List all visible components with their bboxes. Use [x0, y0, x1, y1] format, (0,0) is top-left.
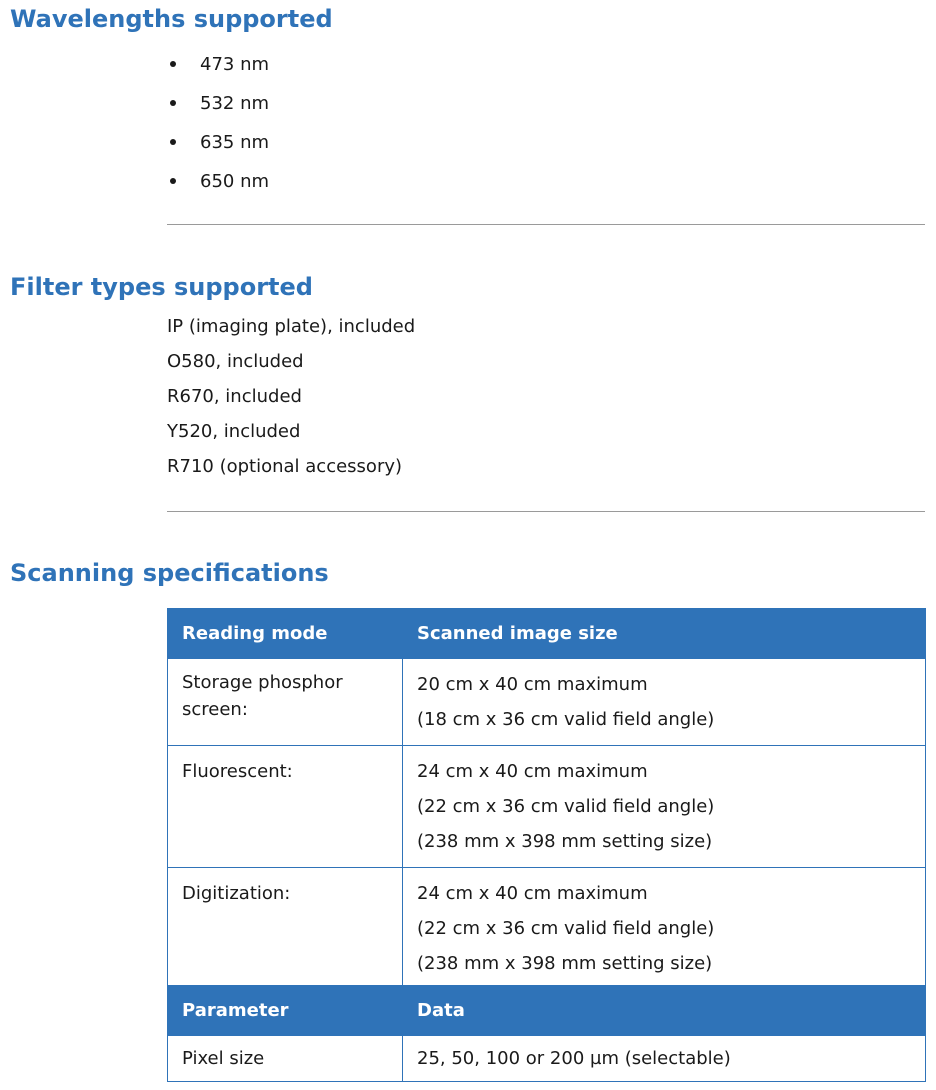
- image-size-line: (238 mm x 398 mm setting size): [417, 831, 713, 852]
- image-size-cell: [403, 868, 926, 990]
- scanning-heading: Scanning specifications: [10, 559, 329, 587]
- reading-mode-cell: [168, 746, 403, 868]
- filters-heading: Filter types supported: [10, 273, 313, 301]
- list-item: [167, 165, 269, 204]
- data-cell: 25, 50, 100 or 200 µm (selectable): [403, 1036, 926, 1082]
- image-size-cell: [403, 746, 926, 868]
- bullet-icon: [170, 61, 176, 67]
- bullet-icon: [170, 139, 176, 145]
- image-size-line: 24 cm x 40 cm maximum: [417, 883, 648, 904]
- image-size-line: 20 cm x 40 cm maximum: [417, 674, 648, 695]
- list-item: Y520, included: [167, 421, 301, 442]
- wavelength-value: 650 nm: [200, 171, 270, 192]
- wavelength-value: 635 nm: [200, 132, 270, 153]
- section-divider: [167, 224, 925, 225]
- reading-mode-cell: [168, 659, 403, 746]
- list-item: [167, 48, 269, 87]
- list-item: [167, 87, 269, 126]
- wavelength-list: [167, 48, 269, 204]
- reading-mode-label: Storage phosphor screen:: [182, 672, 343, 720]
- column-header-parameter: Parameter: [168, 986, 403, 1036]
- table-row: [168, 746, 926, 868]
- filter-list: [167, 313, 415, 488]
- parameter-cell: Pixel size: [168, 1036, 403, 1082]
- column-header-reading-mode: Reading mode: [168, 609, 403, 659]
- reading-mode-cell: [168, 868, 403, 990]
- reading-mode-table: [167, 608, 926, 990]
- list-item: O580, included: [167, 351, 304, 372]
- list-item: R710 (optional accessory): [167, 456, 403, 477]
- table-row: [168, 1036, 926, 1082]
- parameter-table: [167, 985, 926, 1082]
- table-header-row: [168, 986, 926, 1036]
- image-size-line: (22 cm x 36 cm valid field angle): [417, 918, 715, 939]
- image-size-line: (18 cm x 36 cm valid field angle): [417, 709, 715, 730]
- table-row: [168, 868, 926, 990]
- reading-mode-label: Fluorescent:: [182, 761, 293, 782]
- list-item: [167, 126, 269, 165]
- wavelengths-heading: Wavelengths supported: [10, 5, 333, 33]
- table-row: [168, 659, 926, 746]
- table-header-row: [168, 609, 926, 659]
- section-divider: [167, 511, 925, 512]
- wavelength-value: 532 nm: [200, 93, 270, 114]
- column-header-data: Data: [403, 986, 926, 1036]
- image-size-cell: [403, 659, 926, 746]
- list-item: R670, included: [167, 386, 302, 407]
- image-size-line: 24 cm x 40 cm maximum: [417, 761, 648, 782]
- image-size-line: (238 mm x 398 mm setting size): [417, 953, 713, 974]
- column-header-scanned-image-size: Scanned image size: [403, 609, 926, 659]
- wavelength-value: 473 nm: [200, 54, 270, 75]
- image-size-line: (22 cm x 36 cm valid field angle): [417, 796, 715, 817]
- reading-mode-label: Digitization:: [182, 883, 291, 904]
- bullet-icon: [170, 178, 176, 184]
- list-item: IP (imaging plate), included: [167, 316, 416, 337]
- bullet-icon: [170, 100, 176, 106]
